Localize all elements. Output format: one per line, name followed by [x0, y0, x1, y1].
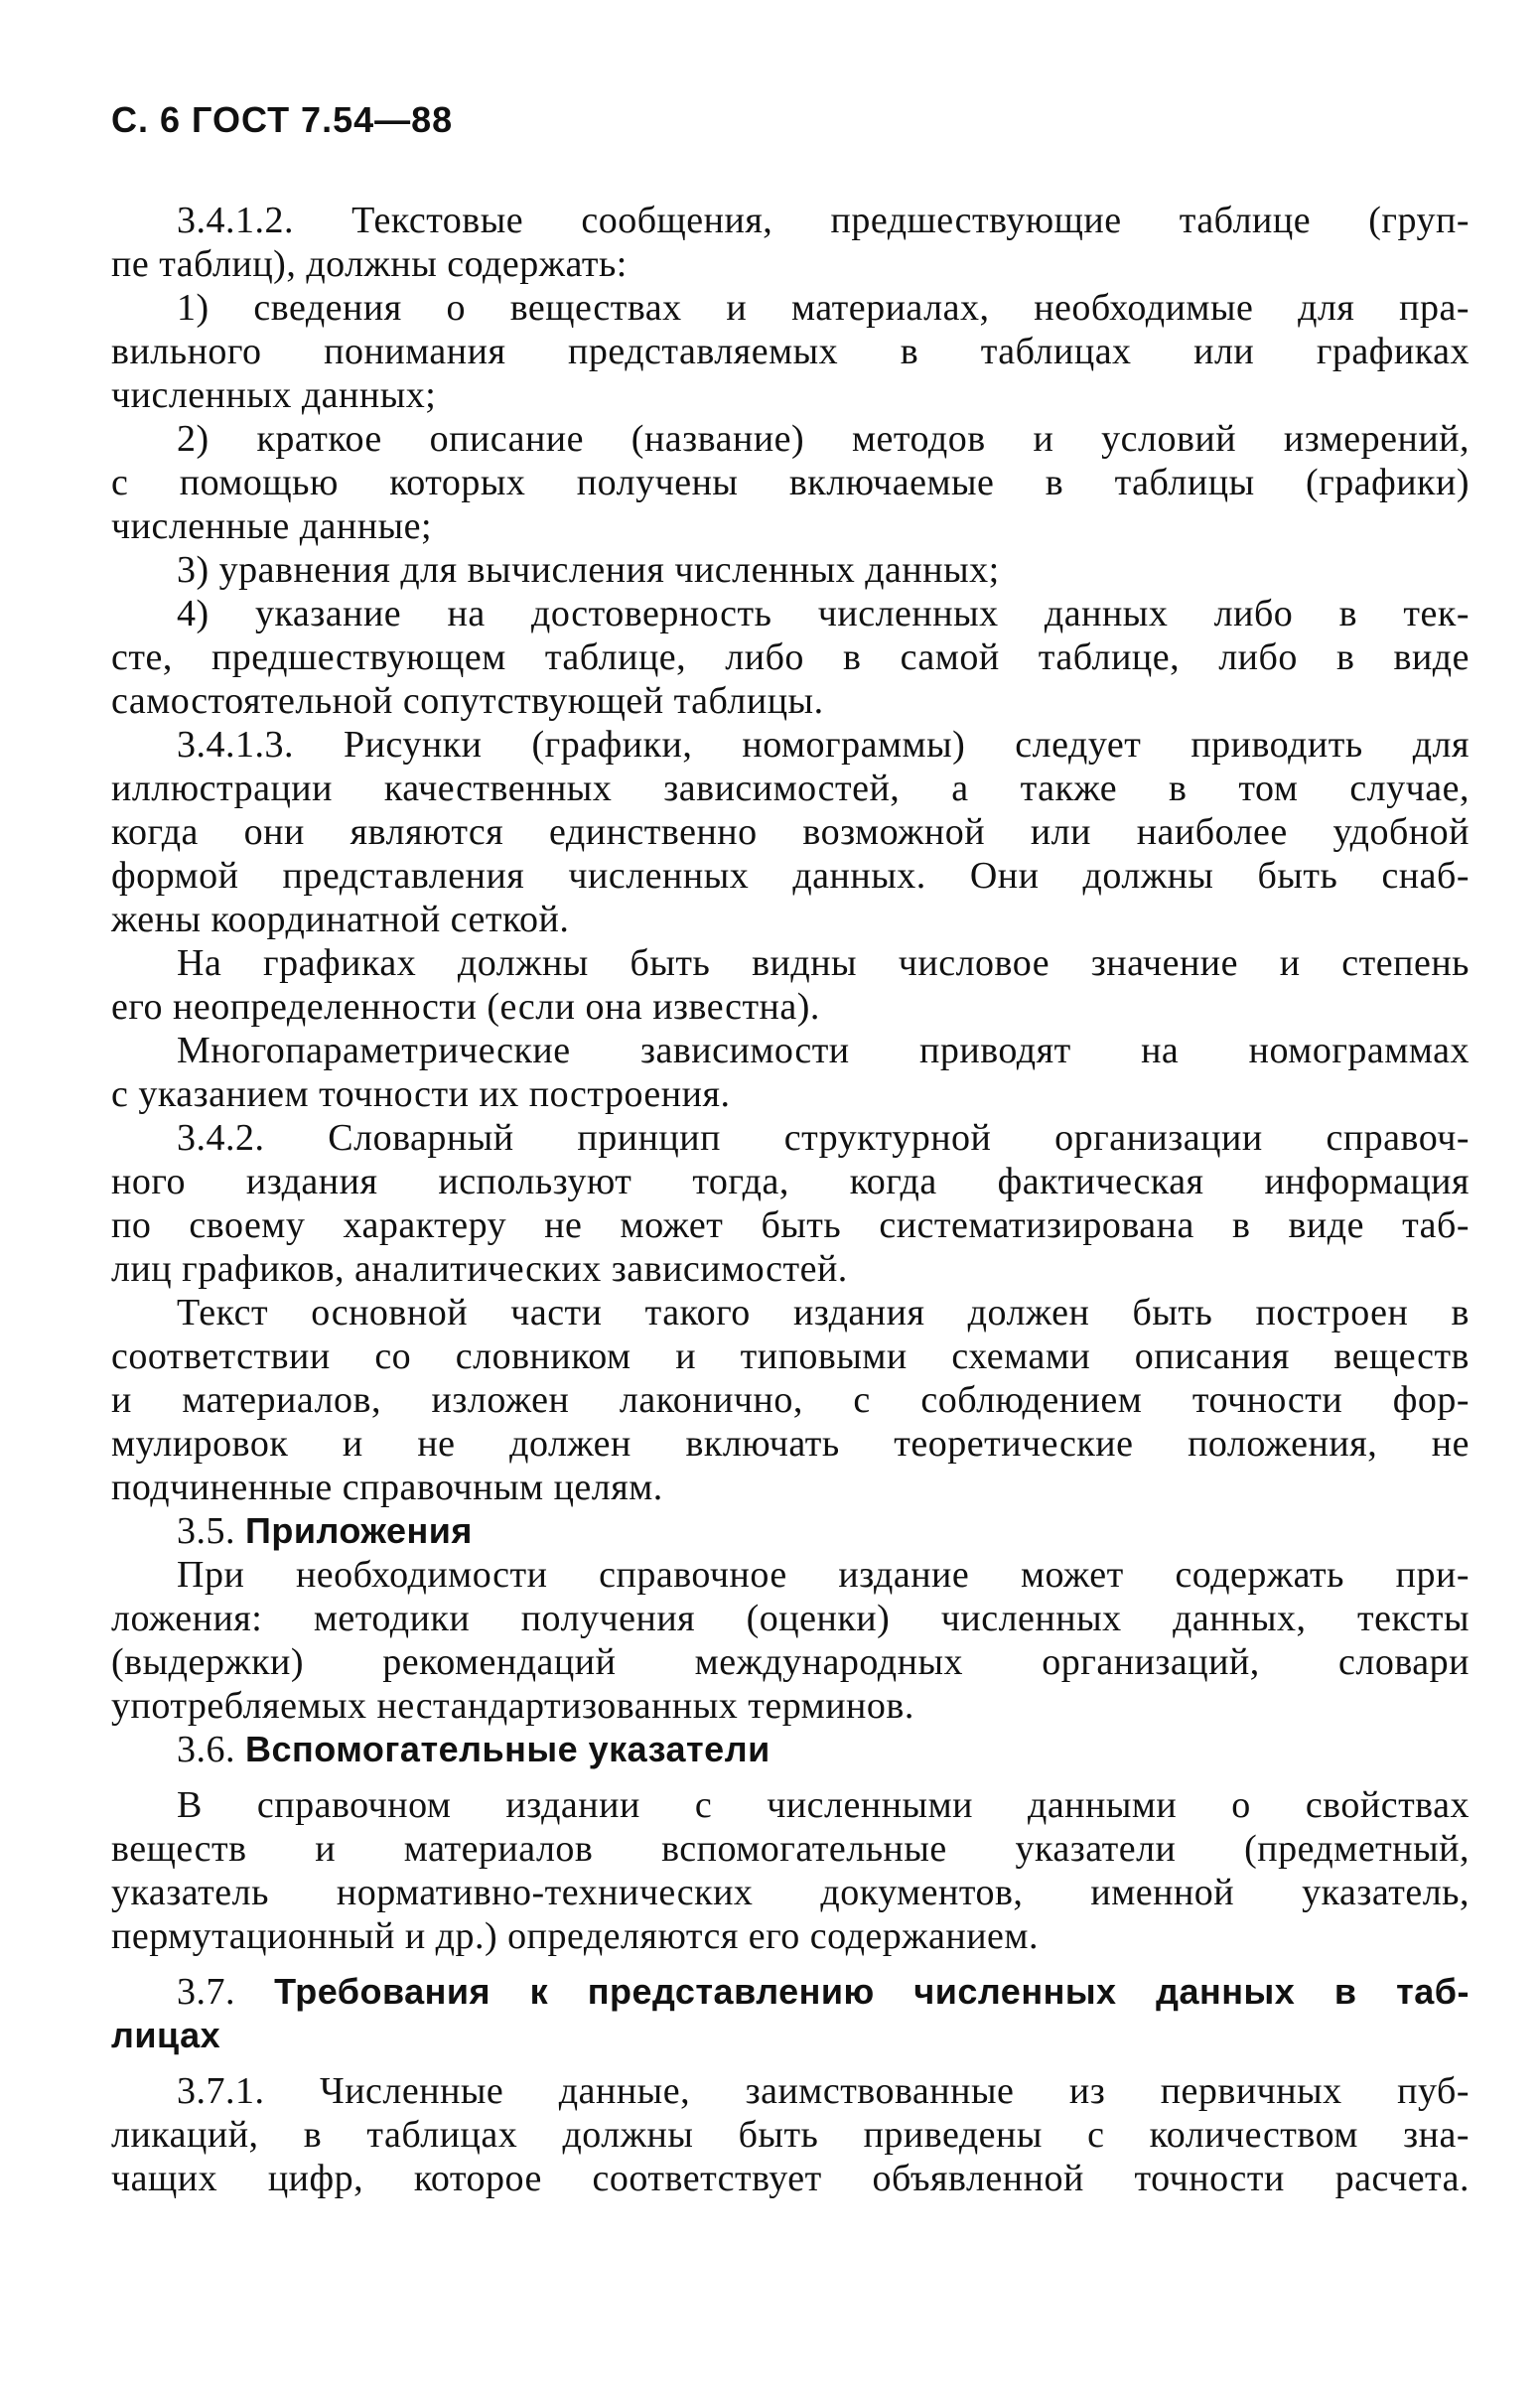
text-line: 3.7.1. Численные данные, заимствованные из первичных пуб- — [177, 2070, 1470, 2112]
text-line: численные данные; — [111, 505, 433, 547]
section-number: 3.6. — [177, 1729, 235, 1770]
text-line: по своему характеру не может быть систематизирована в виде таб- — [111, 1204, 1470, 1246]
text-line: ложения: методики получения (оценки) численных данных, тексты — [111, 1598, 1470, 1639]
text-line: Многопараметрические зависимости приводят на номограммах — [177, 1030, 1470, 1071]
text-line: указатель нормативно-технических документов, именной указатель, — [111, 1872, 1470, 1913]
text-line: лиц графиков, аналитических зависимостей. — [111, 1248, 848, 1290]
text-line: самостоятельной сопутствующей таблицы. — [111, 680, 824, 722]
text-line: соответствии со словником и типовыми схемами описания веществ — [111, 1335, 1470, 1377]
text-line: На графиках должны быть видны числовое значение и степень — [177, 942, 1470, 984]
text-line: 3.4.2. Словарный принцип структурной организации справоч- — [177, 1117, 1470, 1159]
text-line: 3.4.1.3. Рисунки (графики, номограммы) следует приводить для — [177, 724, 1470, 766]
text-line: 3.4.1.2. Текстовые сообщения, предшествующие таблице (груп- — [177, 200, 1470, 241]
text-line: 1) сведения о веществах и материалах, необходимые для пра- — [177, 287, 1470, 329]
text-line: и материалов, изложен лаконично, с соблюдением точности фор- — [111, 1379, 1470, 1421]
text-line: употребляемых нестандартизованных терминов. — [111, 1685, 914, 1727]
section-heading — [177, 1970, 1470, 2014]
text-line: чащих цифр, которое соответствует объявленной точности расчета. — [111, 2158, 1470, 2199]
text-line: веществ и материалов вспомогательные указатели (предметный, — [111, 1828, 1470, 1870]
text-line: с указанием точности их построения. — [111, 1073, 731, 1115]
text-line: когда они являются единственно возможной или наиболее удобной — [111, 811, 1470, 853]
text-line: 4) указание на достоверность численных данных либо в тек- — [177, 593, 1470, 634]
text-line: подчиненные справочным целям. — [111, 1467, 663, 1508]
text-line: жены координатной сеткой. — [111, 899, 570, 940]
text-line: мулировок и не должен включать теоретические положения, не — [111, 1423, 1470, 1465]
text-line: вильного понимания представляемых в таблицах или графиках — [111, 331, 1470, 372]
text-line: Текст основной части такого издания должен быть построен в — [177, 1292, 1470, 1333]
text-line: (выдержки) рекомендаций международных организаций, словари — [111, 1641, 1470, 1683]
section-heading — [177, 1728, 770, 1771]
page-header: С. 6 ГОСТ 7.54—88 — [111, 99, 454, 140]
text-line: формой представления численных данных. Они должны быть снаб- — [111, 855, 1470, 897]
section-number: 3.5. — [177, 1510, 235, 1552]
text-line: При необходимости справочное издание может содержать при- — [177, 1554, 1470, 1596]
text-line: его неопределенности (если она известна). — [111, 986, 820, 1028]
text-line: пермутационный и др.) определяются его содержанием. — [111, 1915, 1039, 1957]
text-line: иллюстрации качественных зависимостей, а также в том случае, — [111, 768, 1470, 809]
text-line: пе таблиц), должны содержать: — [111, 243, 628, 285]
text-line: ликаций, в таблицах должны быть приведены с количеством зна- — [111, 2114, 1470, 2156]
section-heading — [177, 1509, 473, 1553]
section-number: 3.7. — [177, 1971, 235, 2013]
text-line: 3) уравнения для вычисления численных данных; — [177, 549, 1000, 591]
text-line: ного издания используют тогда, когда фактическая информация — [111, 1161, 1470, 1202]
text-line: сте, предшествующем таблице, либо в самой таблице, либо в виде — [111, 636, 1470, 678]
section-title-continued: лицах — [111, 2015, 221, 2055]
text-line: с помощью которых получены включаемые в таблицы (графики) — [111, 462, 1470, 503]
text-line: В справочном издании с численными данными о свойствах — [177, 1784, 1470, 1826]
section-title: Вспомогательные указатели — [245, 1729, 770, 1769]
section-title: Приложения — [245, 1510, 473, 1551]
text-line: численных данных; — [111, 374, 437, 416]
section-title: Требования к представлению численных данных в таб- — [274, 1971, 1470, 2012]
text-line: 2) краткое описание (название) методов и условий измерений, — [177, 418, 1470, 460]
